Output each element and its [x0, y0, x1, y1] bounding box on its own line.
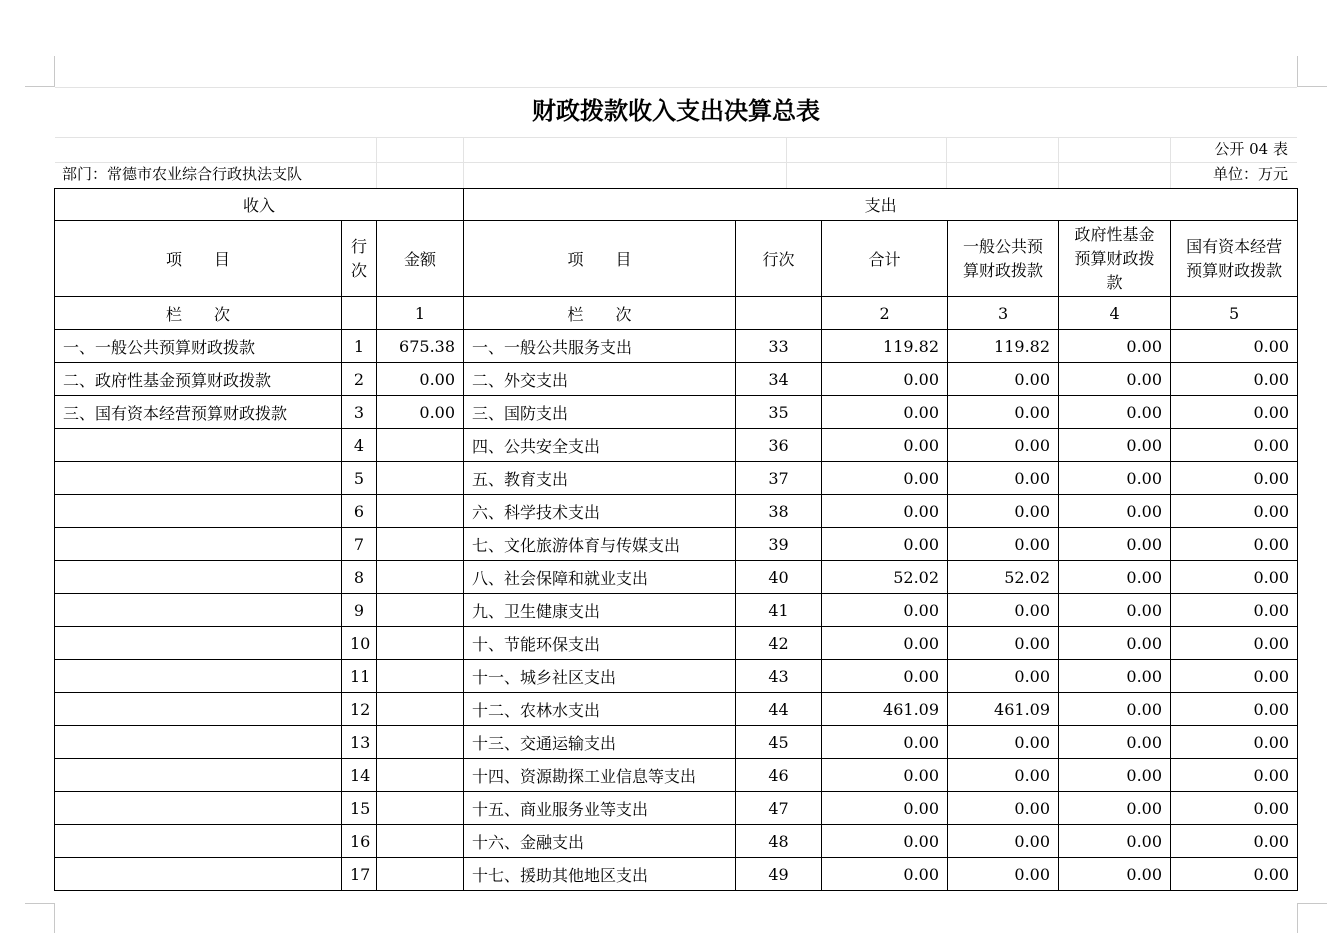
general-budget-cell: 0.00: [948, 462, 1059, 495]
total-cell: 0.00: [822, 495, 948, 528]
income-amount-header: 金额: [377, 221, 464, 297]
expense-row-no-cell: 37: [736, 462, 822, 495]
expense-item-cell: 三、国防支出: [464, 396, 736, 429]
column-index-1: 1: [377, 297, 464, 330]
income-item-cell: [55, 693, 342, 726]
state-capital-cell: 0.00: [1171, 693, 1298, 726]
income-item-cell: [55, 825, 342, 858]
gov-fund-cell: 0.00: [1059, 330, 1171, 363]
income-amount-cell: [377, 858, 464, 891]
corner-guide: [1297, 903, 1298, 933]
corner-guide: [25, 86, 55, 87]
expense-row-no-cell: 42: [736, 627, 822, 660]
state-capital-cell: 0.00: [1171, 561, 1298, 594]
table-row: [55, 594, 1298, 627]
gov-fund-header: 政府性基金预算财政拨款: [1059, 221, 1171, 297]
income-item-cell: [55, 429, 342, 462]
income-item-cell: [55, 759, 342, 792]
expense-item-cell: 六、科学技术支出: [464, 495, 736, 528]
total-cell: 0.00: [822, 726, 948, 759]
gridline: [1058, 137, 1059, 188]
income-amount-cell: [377, 429, 464, 462]
column-index-4: 4: [1059, 297, 1171, 330]
gov-fund-cell: 0.00: [1059, 594, 1171, 627]
state-capital-cell: 0.00: [1171, 594, 1298, 627]
expense-row-no-cell: 34: [736, 363, 822, 396]
income-item-cell: 一、一般公共预算财政拨款: [55, 330, 342, 363]
state-capital-header: 国有资本经营预算财政拨款: [1171, 221, 1298, 297]
expense-item-cell: 十二、农林水支出: [464, 693, 736, 726]
general-budget-cell: 0.00: [948, 495, 1059, 528]
expense-item-cell: 一、一般公共服务支出: [464, 330, 736, 363]
unit-label: 单位：万元: [1212, 165, 1288, 183]
total-cell: 0.00: [822, 660, 948, 693]
budget-table: [54, 188, 1298, 891]
table-row: [55, 330, 1298, 363]
expense-item-cell: 五、教育支出: [464, 462, 736, 495]
state-capital-cell: 0.00: [1171, 429, 1298, 462]
gridline: [55, 137, 1297, 138]
gridline: [463, 137, 464, 188]
income-item-cell: 二、政府性基金预算财政拨款: [55, 363, 342, 396]
table-row: [55, 528, 1298, 561]
expense-row-no-cell: 43: [736, 660, 822, 693]
table-row: [55, 660, 1298, 693]
column-label-income: 栏 次: [55, 297, 342, 330]
income-row-no-cell: 14: [342, 759, 377, 792]
general-budget-header: 一般公共预算财政拨款: [948, 221, 1059, 297]
income-amount-cell: [377, 825, 464, 858]
income-row-no-cell: 11: [342, 660, 377, 693]
form-number: 公开 04 表: [1214, 140, 1288, 158]
gov-fund-cell: 0.00: [1059, 561, 1171, 594]
expense-item-cell: 九、卫生健康支出: [464, 594, 736, 627]
general-budget-cell: 0.00: [948, 792, 1059, 825]
expense-item-cell: 二、外交支出: [464, 363, 736, 396]
column-index-3: 3: [948, 297, 1059, 330]
table-row: [55, 858, 1298, 891]
table-row: [55, 396, 1298, 429]
income-amount-cell: [377, 594, 464, 627]
gov-fund-cell: 0.00: [1059, 660, 1171, 693]
gov-fund-cell: 0.00: [1059, 528, 1171, 561]
income-row-no-header: [342, 221, 377, 297]
income-amount-cell: [377, 462, 464, 495]
income-row-no-cell: 3: [342, 396, 377, 429]
gov-fund-cell: 0.00: [1059, 363, 1171, 396]
gridline: [946, 137, 947, 188]
state-capital-cell: 0.00: [1171, 660, 1298, 693]
general-budget-cell: 0.00: [948, 759, 1059, 792]
expense-item-cell: 八、社会保障和就业支出: [464, 561, 736, 594]
table-row: [55, 627, 1298, 660]
state-capital-cell: 0.00: [1171, 627, 1298, 660]
column-index-5: 5: [1171, 297, 1298, 330]
corner-guide: [54, 56, 55, 86]
state-capital-cell: 0.00: [1171, 462, 1298, 495]
total-cell: 0.00: [822, 594, 948, 627]
general-budget-cell: 52.02: [948, 561, 1059, 594]
income-amount-cell: [377, 726, 464, 759]
state-capital-cell: 0.00: [1171, 759, 1298, 792]
corner-guide: [25, 903, 55, 904]
general-budget-cell: 0.00: [948, 825, 1059, 858]
income-item-cell: 三、国有资本经营预算财政拨款: [55, 396, 342, 429]
state-capital-cell: 0.00: [1171, 330, 1298, 363]
income-amount-cell: [377, 759, 464, 792]
corner-guide: [1297, 86, 1327, 87]
expense-item-cell: 十一、城乡社区支出: [464, 660, 736, 693]
income-item-cell: [55, 594, 342, 627]
income-amount-cell: [377, 660, 464, 693]
total-cell: 0.00: [822, 363, 948, 396]
general-budget-cell: 0.00: [948, 627, 1059, 660]
expense-row-no-cell: 45: [736, 726, 822, 759]
income-item-cell: [55, 561, 342, 594]
expense-item-cell: 十七、援助其他地区支出: [464, 858, 736, 891]
income-amount-cell: [377, 693, 464, 726]
expense-row-no-cell: 46: [736, 759, 822, 792]
expense-item-cell: 十六、金融支出: [464, 825, 736, 858]
column-index-2: 2: [822, 297, 948, 330]
expense-row-no-cell: 41: [736, 594, 822, 627]
gridline: [376, 137, 377, 188]
income-item-cell: [55, 660, 342, 693]
total-cell: 461.09: [822, 693, 948, 726]
general-budget-cell: 0.00: [948, 363, 1059, 396]
state-capital-cell: 0.00: [1171, 396, 1298, 429]
general-budget-cell: 0.00: [948, 594, 1059, 627]
income-amount-cell: [377, 528, 464, 561]
expense-item-cell: 十三、交通运输支出: [464, 726, 736, 759]
expense-item-cell: 十、节能环保支出: [464, 627, 736, 660]
empty-cell: [342, 297, 377, 330]
gov-fund-cell: 0.00: [1059, 429, 1171, 462]
state-capital-cell: 0.00: [1171, 792, 1298, 825]
total-cell: 0.00: [822, 396, 948, 429]
income-amount-cell: [377, 561, 464, 594]
income-item-cell: [55, 792, 342, 825]
empty-cell: [736, 297, 822, 330]
income-row-no-cell: 5: [342, 462, 377, 495]
expense-section-header: 支出: [464, 189, 1298, 221]
income-row-no-cell: 7: [342, 528, 377, 561]
expense-item-cell: 十四、资源勘探工业信息等支出: [464, 759, 736, 792]
total-cell: 0.00: [822, 792, 948, 825]
table-row: [55, 726, 1298, 759]
gov-fund-cell: 0.00: [1059, 792, 1171, 825]
table-row: [55, 792, 1298, 825]
general-budget-cell: 461.09: [948, 693, 1059, 726]
total-cell: 0.00: [822, 759, 948, 792]
expense-row-no-cell: 36: [736, 429, 822, 462]
income-row-no-cell: 4: [342, 429, 377, 462]
income-row-no-cell: 9: [342, 594, 377, 627]
total-cell: 0.00: [822, 528, 948, 561]
gov-fund-cell: 0.00: [1059, 858, 1171, 891]
column-label-expense: 栏 次: [464, 297, 736, 330]
income-item-cell: [55, 627, 342, 660]
corner-guide: [54, 903, 55, 933]
gov-fund-cell: 0.00: [1059, 825, 1171, 858]
gov-fund-cell: 0.00: [1059, 396, 1171, 429]
gov-fund-cell: 0.00: [1059, 627, 1171, 660]
table-row: [55, 429, 1298, 462]
expense-row-no-cell: 33: [736, 330, 822, 363]
corner-guide: [1297, 56, 1298, 86]
income-row-no-cell: 16: [342, 825, 377, 858]
expense-row-no-cell: 38: [736, 495, 822, 528]
income-row-no-cell: 17: [342, 858, 377, 891]
expense-row-no-cell: 48: [736, 825, 822, 858]
state-capital-cell: 0.00: [1171, 495, 1298, 528]
total-cell: 0.00: [822, 627, 948, 660]
table-row: [55, 825, 1298, 858]
income-row-no-cell: 6: [342, 495, 377, 528]
total-cell: 0.00: [822, 462, 948, 495]
total-header: 合计: [822, 221, 948, 297]
corner-guide: [1297, 903, 1327, 904]
total-cell: 0.00: [822, 858, 948, 891]
gridline: [55, 162, 1297, 163]
income-item-cell: [55, 462, 342, 495]
expense-row-no-cell: 40: [736, 561, 822, 594]
page-title: 财政拨款收入支出决算总表: [532, 97, 820, 125]
gov-fund-cell: 0.00: [1059, 726, 1171, 759]
expense-item-cell: 七、文化旅游体育与传媒支出: [464, 528, 736, 561]
gov-fund-cell: 0.00: [1059, 462, 1171, 495]
expense-row-no-cell: 49: [736, 858, 822, 891]
expense-row-no-cell: 39: [736, 528, 822, 561]
income-row-no-cell: 13: [342, 726, 377, 759]
gov-fund-cell: 0.00: [1059, 693, 1171, 726]
state-capital-cell: 0.00: [1171, 825, 1298, 858]
state-capital-cell: 0.00: [1171, 726, 1298, 759]
table-row: [55, 693, 1298, 726]
income-amount-cell: 0.00: [377, 363, 464, 396]
income-item-cell: [55, 528, 342, 561]
total-cell: 119.82: [822, 330, 948, 363]
income-item-cell: [55, 858, 342, 891]
expense-row-no-header: 行次: [736, 221, 822, 297]
income-amount-cell: 0.00: [377, 396, 464, 429]
gov-fund-cell: 0.00: [1059, 759, 1171, 792]
gridline: [786, 137, 787, 188]
department-label: 部门：常德市农业综合行政执法支队: [62, 165, 303, 183]
general-budget-cell: 0.00: [948, 528, 1059, 561]
table-row: [55, 495, 1298, 528]
table-row: [55, 759, 1298, 792]
total-cell: 0.00: [822, 825, 948, 858]
general-budget-cell: 0.00: [948, 429, 1059, 462]
general-budget-cell: 0.00: [948, 726, 1059, 759]
income-amount-cell: [377, 792, 464, 825]
gov-fund-cell: 0.00: [1059, 495, 1171, 528]
income-item-header: 项 目: [55, 221, 342, 297]
expense-row-no-cell: 47: [736, 792, 822, 825]
income-row-no-cell: 1: [342, 330, 377, 363]
expense-item-cell: 四、公共安全支出: [464, 429, 736, 462]
state-capital-cell: 0.00: [1171, 528, 1298, 561]
income-row-no-cell: 10: [342, 627, 377, 660]
state-capital-cell: 0.00: [1171, 858, 1298, 891]
income-amount-cell: [377, 495, 464, 528]
income-amount-cell: 675.38: [377, 330, 464, 363]
income-section-header: 收入: [55, 189, 464, 221]
income-amount-cell: [377, 627, 464, 660]
income-row-no-cell: 15: [342, 792, 377, 825]
table-row: [55, 363, 1298, 396]
income-item-cell: [55, 495, 342, 528]
total-cell: 52.02: [822, 561, 948, 594]
expense-row-no-cell: 35: [736, 396, 822, 429]
table-row: [55, 561, 1298, 594]
state-capital-cell: 0.00: [1171, 363, 1298, 396]
income-row-no-cell: 2: [342, 363, 377, 396]
expense-item-cell: 十五、商业服务业等支出: [464, 792, 736, 825]
general-budget-cell: 0.00: [948, 858, 1059, 891]
general-budget-cell: 0.00: [948, 660, 1059, 693]
income-row-no-cell: 8: [342, 561, 377, 594]
income-row-no-cell: 12: [342, 693, 377, 726]
total-cell: 0.00: [822, 429, 948, 462]
general-budget-cell: 119.82: [948, 330, 1059, 363]
income-row-no-header-text: 行 次: [350, 236, 367, 280]
general-budget-cell: 0.00: [948, 396, 1059, 429]
expense-row-no-cell: 44: [736, 693, 822, 726]
income-item-cell: [55, 726, 342, 759]
expense-item-header: 项 目: [464, 221, 736, 297]
table-row: [55, 462, 1298, 495]
